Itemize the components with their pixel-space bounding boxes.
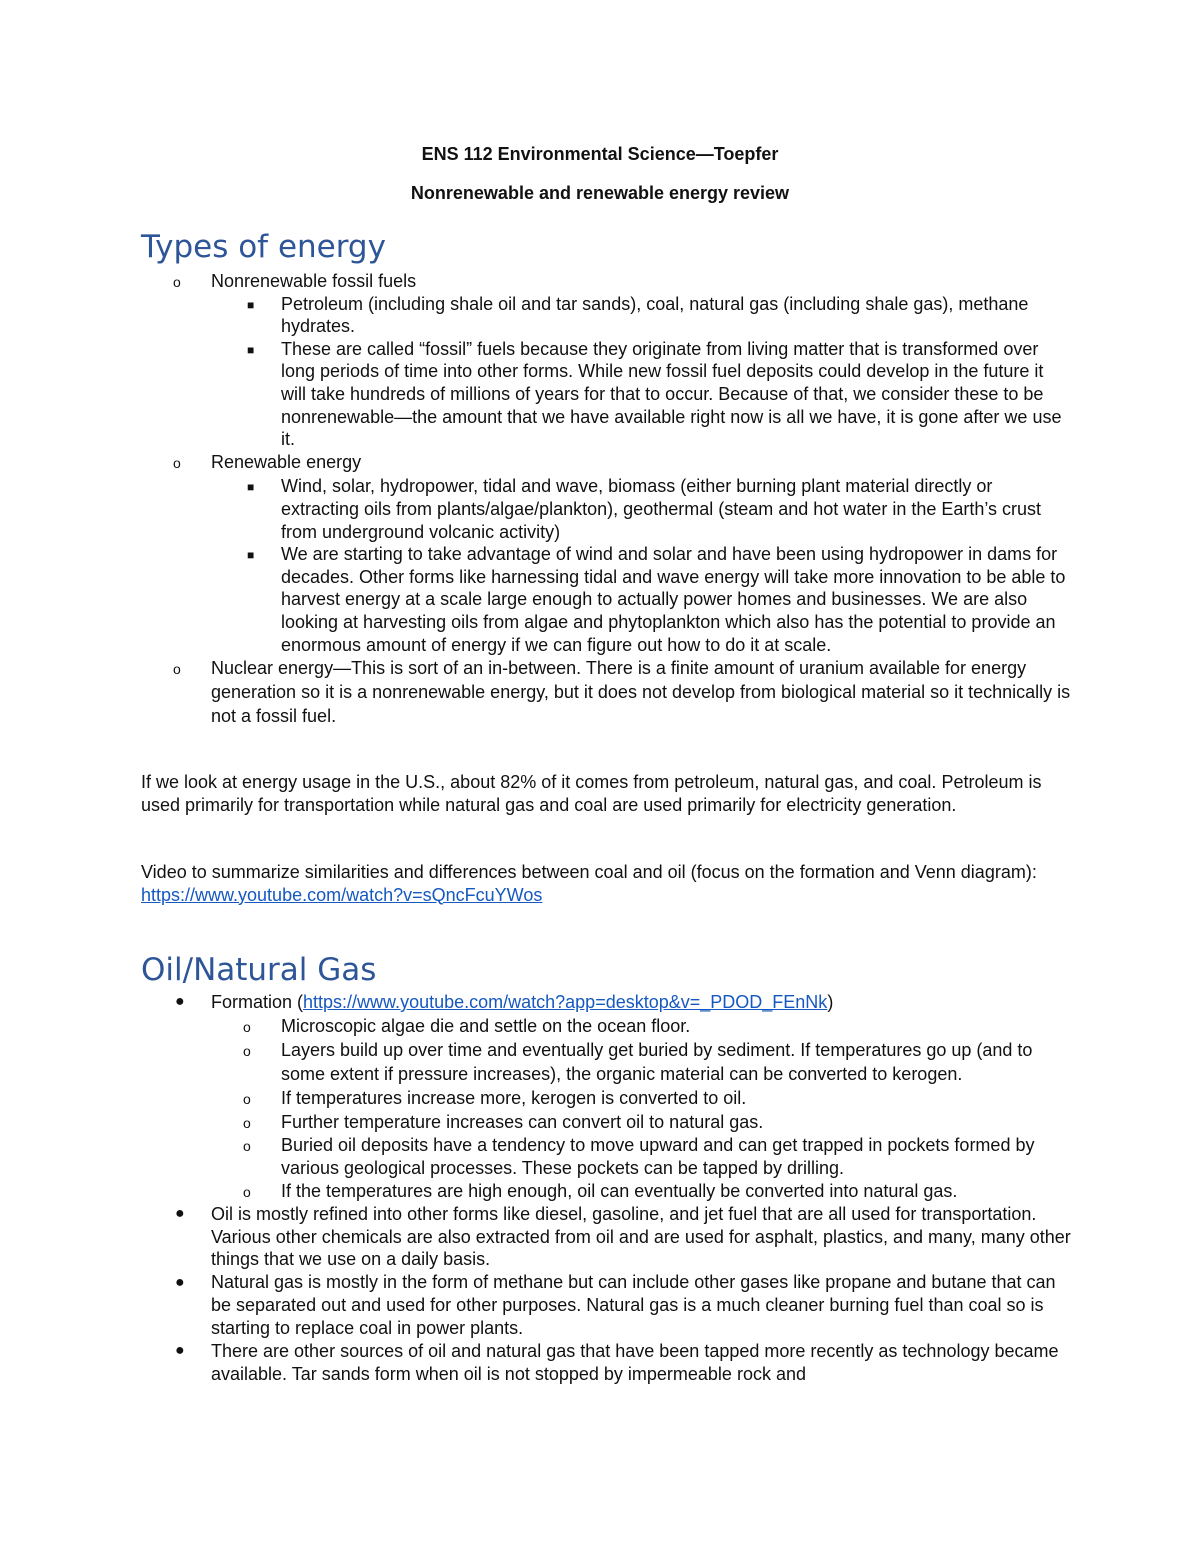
list-item-nuclear: [173, 656, 1071, 728]
list-item: [247, 293, 1071, 338]
document-subtitle: Nonrenewable and renewable energy review: [410, 183, 790, 203]
formation-video-link[interactable]: https://www.youtube.com/watch?app=desktop&v=_PDOD_FEnNk: [303, 992, 828, 1012]
list-item: [247, 338, 1071, 451]
list-item-text: Microscopic algae die and settle on the ocean floor.: [281, 1015, 691, 1036]
circle-bullet-icon: o: [173, 274, 181, 290]
square-bullet-icon: ■: [247, 342, 255, 357]
list-item-text: Buried oil deposits have a tendency to move upward and can get trapped in pockets formed by various geological processes. These pockets can be tapped by drilling.: [281, 1135, 1035, 1178]
circle-bullet-icon: o: [243, 1183, 251, 1200]
formation-prefix: Formation (: [211, 992, 304, 1012]
list-item-text: Wind, solar, hydropower, tidal and wave, biomass (either burning plant material directly or extracting oils from plants/algae/plankton), geothermal (steam and hot water in the Earth’s crust from underground volcanic activity): [281, 476, 1042, 542]
list-item-label: Nuclear energy—This is sort of an in-between. There is a finite amount of uranium available for energy generation so it is a nonrenewable energy, but it does not develop from biological material so it technically is not a fossil fuel.: [211, 658, 1071, 727]
list-item: [243, 1111, 1071, 1134]
bullet-dot-icon: ●: [175, 1205, 185, 1223]
list-item-text: If the temperatures are high enough, oil can eventually be converted into natural gas.: [281, 1180, 958, 1201]
video-paragraph: [141, 861, 1061, 906]
types-of-energy-list: [173, 270, 1071, 728]
circle-bullet-icon: o: [243, 1138, 251, 1155]
square-bullet-icon: ■: [247, 548, 255, 563]
circle-bullet-icon: o: [173, 454, 181, 471]
list-item: [243, 1180, 1071, 1203]
formation-suffix: ): [827, 992, 834, 1012]
list-item-text: Layers build up over time and eventually get buried by sediment. If temperatures go up (and to some extent if pressure increases), the organic material can be converted to kerogen.: [281, 1040, 1033, 1085]
list-item-text: There are other sources of oil and natural gas that have been tapped more recently as technology became available. Tar sands form when oil is not stopped by impermeable rock and: [211, 1340, 1059, 1384]
circle-bullet-icon: o: [243, 1114, 251, 1131]
list-item-label: Renewable energy: [211, 451, 362, 472]
list-item-text: These are called “fossil” fuels because they originate from living matter that is transformed over long periods of time into other forms. While new fossil fuel deposits could develop in the future it will take hundreds of millions of years for that to occur. Because of that, we consider these to be nonrenewable—the amount that we have available right now is all we have, it is gone after we use it.: [281, 338, 1062, 450]
bullet-dot-icon: ●: [175, 1273, 185, 1291]
list-item: [243, 1134, 1071, 1179]
list-item: [175, 1340, 1071, 1385]
list-item: [247, 475, 1071, 543]
list-item-text: Natural gas is mostly in the form of methane but can include other gases like propane and butane that can be separated out and used for other purposes. Natural gas is a much cleaner burning fuel than coal so is starting to replace coal in power plants.: [211, 1271, 1056, 1338]
list-item-renewable: [173, 451, 1071, 656]
circle-bullet-icon: o: [243, 1091, 251, 1108]
section-heading-types-of-energy: Types of energy: [141, 229, 386, 265]
bullet-dot-icon: ●: [175, 1341, 185, 1359]
list-item: [247, 543, 1071, 656]
circle-bullet-icon: o: [173, 661, 181, 678]
energy-usage-paragraph: If we look at energy usage in the U.S., about 82% of it comes from petroleum, natural gas, and coal. Petroleum is used primarily for transportation while natural gas and coal are used primarily for electricity generation.: [141, 772, 1042, 815]
section-heading-oil-natural-gas: Oil/Natural Gas: [141, 952, 377, 988]
list-item-formation: [175, 991, 1071, 1202]
list-item: [243, 1038, 1071, 1086]
oil-gas-list: [175, 991, 1071, 1385]
square-bullet-icon: ■: [247, 297, 255, 312]
list-item-text: Further temperature increases can convert oil to natural gas.: [281, 1111, 764, 1132]
list-item-text: If temperatures increase more, kerogen is converted to oil.: [281, 1088, 747, 1109]
list-item-label: Nonrenewable fossil fuels: [211, 271, 417, 291]
coal-oil-video-link[interactable]: https://www.youtube.com/watch?v=sQncFcuYWos: [141, 884, 543, 905]
list-item-text: Petroleum (including shale oil and tar sands), coal, natural gas (including shale gas), methane hydrates.: [281, 293, 1029, 337]
list-item: [175, 1203, 1071, 1271]
course-title: ENS 112 Environmental Science—Toepfer: [421, 144, 779, 164]
list-item-text: We are starting to take advantage of wind and solar and have been using hydropower in dams for decades. Other forms like harnessing tidal and wave energy will take more innovation to be able to harvest energy at a scale large enough to actually power homes and businesses. We are also looking at harvesting oils from algae and phytoplankton which also has the potential to provide an enormous amount of energy if we can figure out how to do it at scale.: [281, 544, 1066, 655]
list-item: [243, 1087, 1071, 1110]
video-text: Video to summarize similarities and differences between coal and oil (focus on the formation and Venn diagram):: [141, 862, 1037, 882]
bullet-dot-icon: ●: [175, 993, 185, 1010]
list-item-text: Oil is mostly refined into other forms like diesel, gasoline, and jet fuel that are all used for transportation. Various other chemicals are also extracted from oil and are used for asphalt, plastics, and many, many other things that we use on a daily basis.: [211, 1204, 1071, 1270]
square-bullet-icon: ■: [247, 480, 255, 495]
circle-bullet-icon: o: [243, 1018, 251, 1035]
list-item-nonrenewable: [173, 270, 1071, 451]
list-item: [175, 1271, 1071, 1340]
circle-bullet-icon: o: [243, 1043, 251, 1060]
list-item: [243, 1015, 1071, 1038]
